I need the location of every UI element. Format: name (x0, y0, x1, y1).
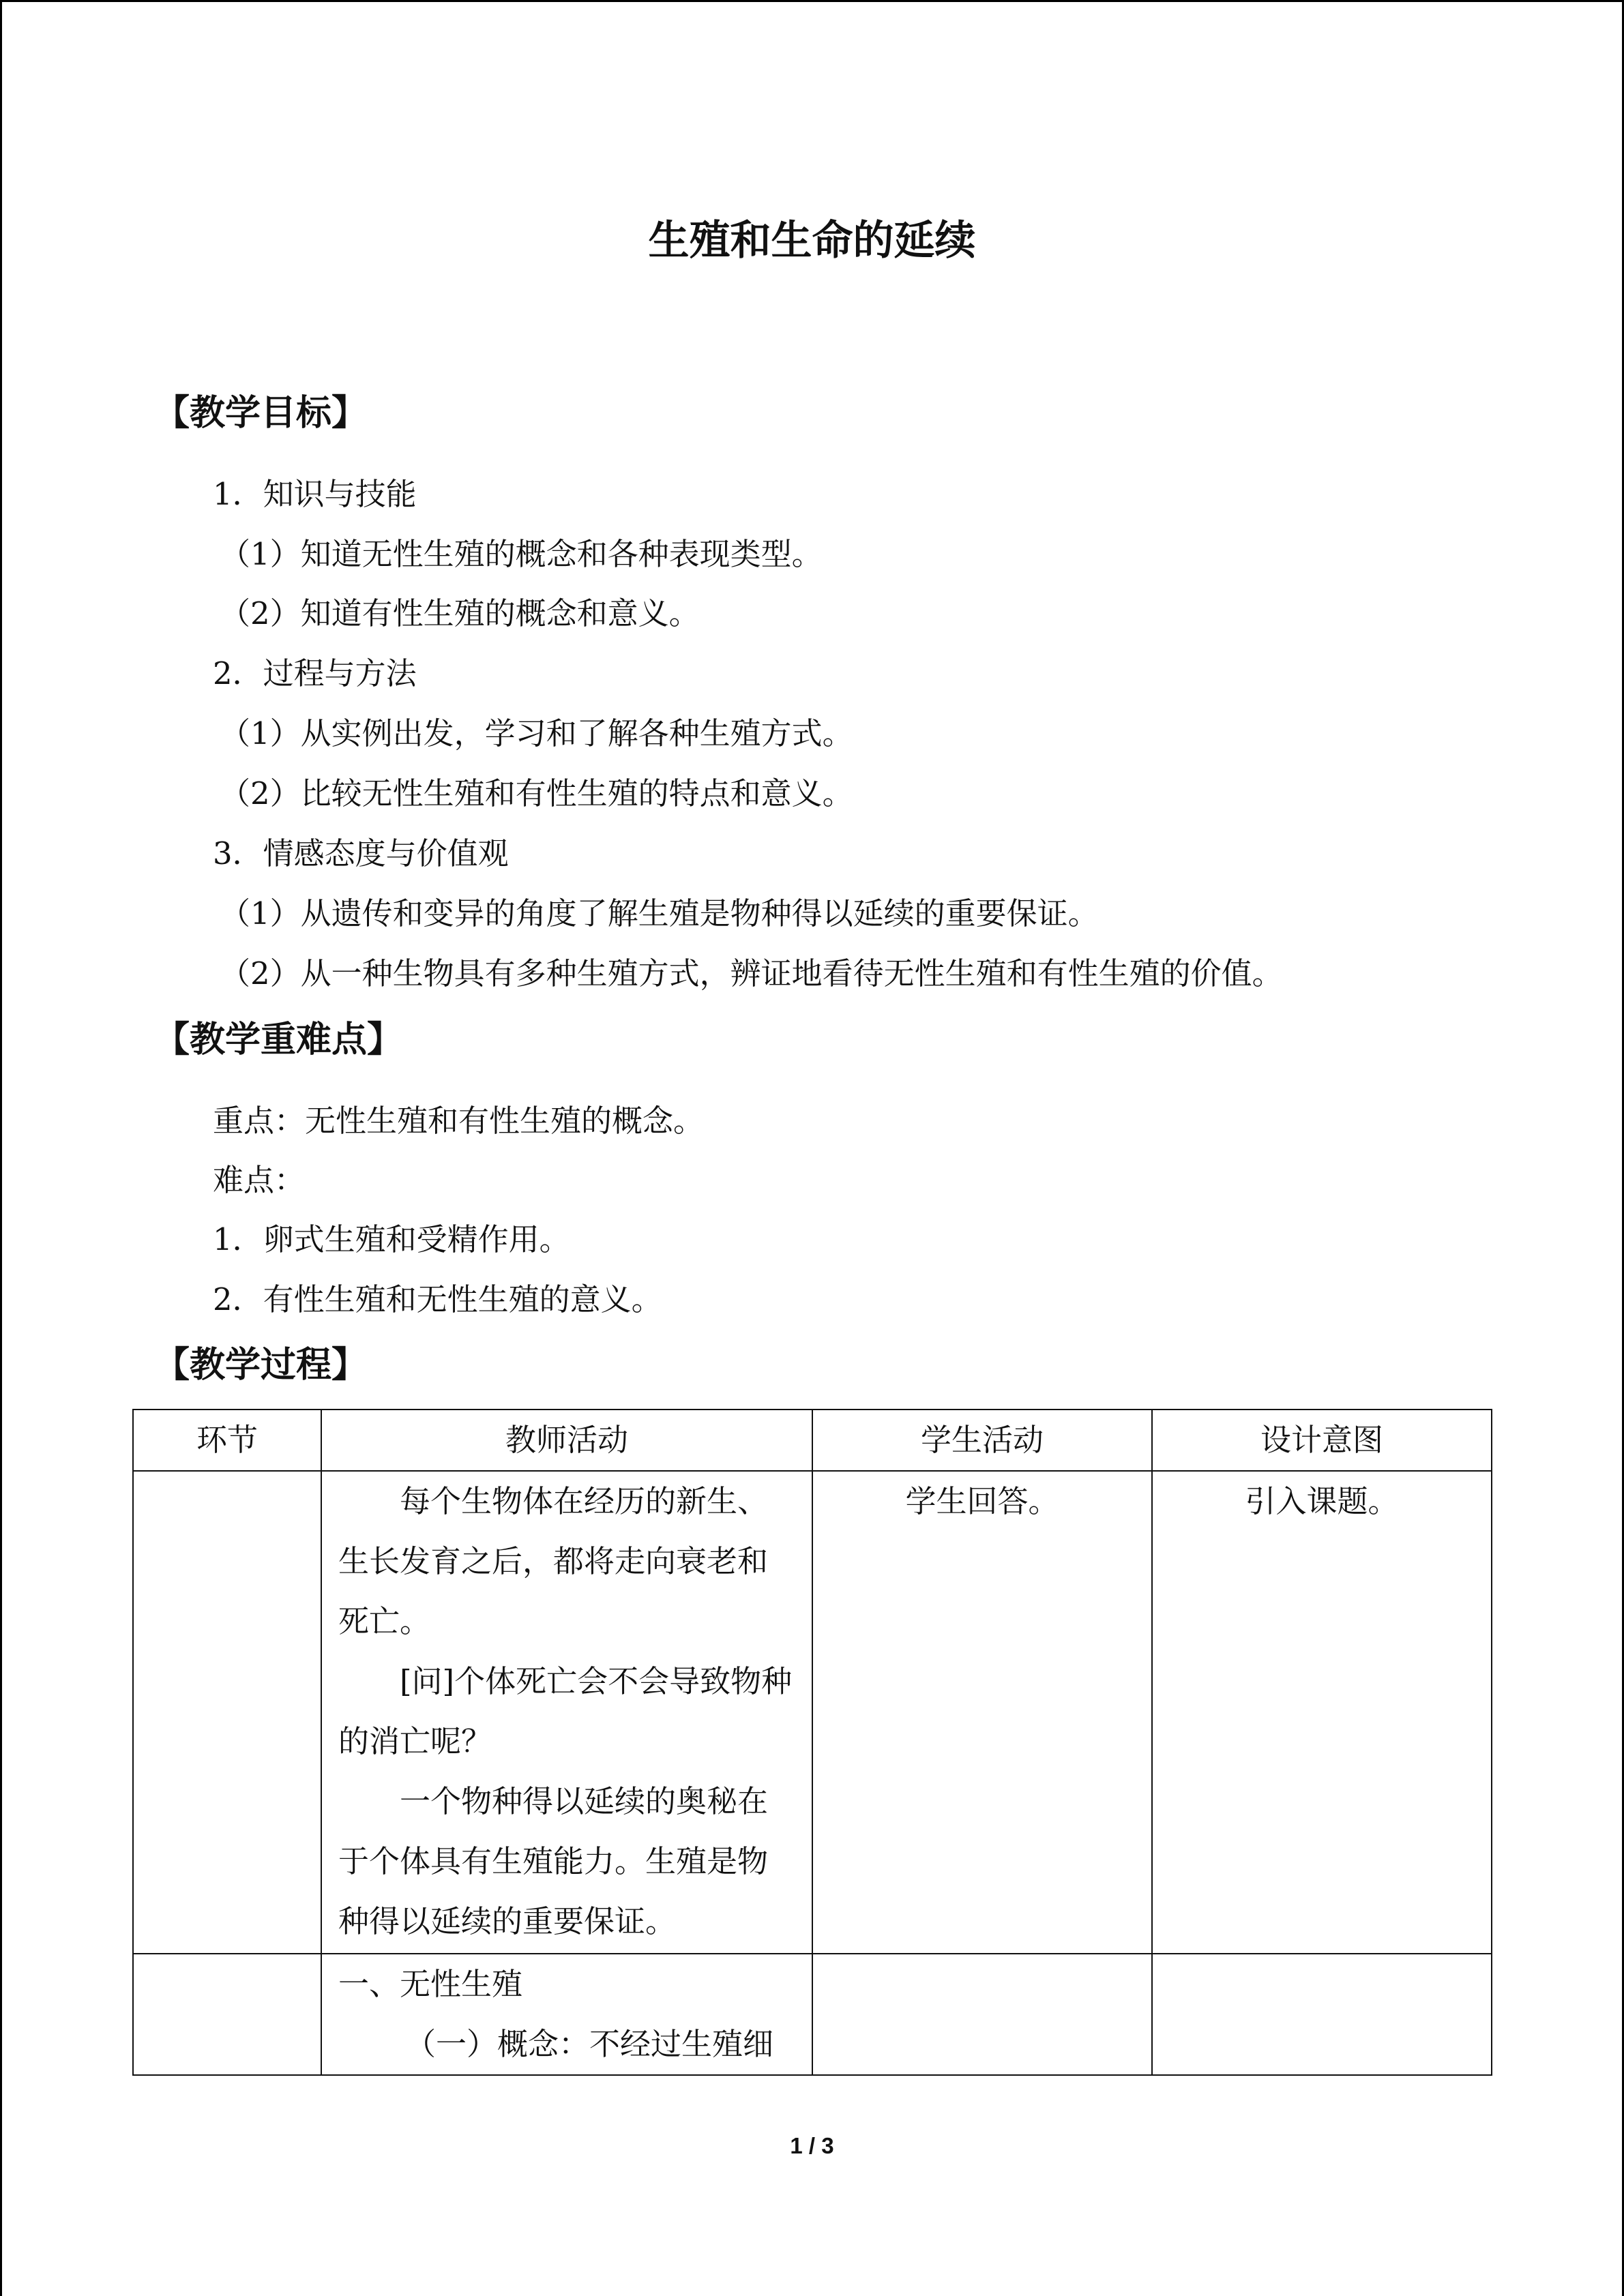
column-header: 教师活动 (321, 1410, 812, 1471)
teacher-activity-cell (321, 1954, 812, 2075)
process-heading: 【教学过程】 (154, 1345, 368, 1386)
objectives-heading: 【教学目标】 (154, 393, 368, 434)
objective-line: 1．知识与技能 (213, 476, 417, 512)
key-point-line: 1．卵式生殖和受精作用。 (213, 1221, 570, 1257)
student-activity-cell: 学生回答。 (812, 1471, 1152, 1954)
objective-line: （2）知道有性生殖的概念和意义。 (220, 595, 700, 631)
objective-line: （2）从一种生物具有多种生殖方式，辨证地看待无性生殖和有性生殖的价值。 (220, 955, 1283, 992)
key-point-line: 重点：无性生殖和有性生殖的概念。 (213, 1103, 705, 1139)
table-header-row (133, 1410, 1492, 1471)
teacher-paragraph: 一个物种得以延续的奥秘在于个体具有生殖能力。生殖是物种得以延续的重要保证。 (338, 1783, 769, 1939)
objective-line: （1）知道无性生殖的概念和各种表现类型。 (220, 536, 823, 572)
design-intent-cell: 引入课题。 (1152, 1471, 1492, 1954)
objective-line: （1）从实例出发，学习和了解各种生殖方式。 (220, 715, 853, 751)
column-header: 设计意图 (1152, 1410, 1492, 1471)
objective-line: 3．情感态度与价值观 (213, 835, 509, 871)
teacher-paragraph: 每个生物体在经历的新生、生长发育之后，都将走向衰老和死亡。 (338, 1483, 769, 1639)
section-subtitle: （一）概念：不经过生殖细 (405, 2026, 774, 2062)
process-table (132, 1409, 1492, 2076)
key-point-line: 难点： (213, 1162, 306, 1198)
teacher-paragraph: [问]个体死亡会不会导致物种的消亡呢？ (338, 1663, 793, 1759)
page-border-top (0, 0, 1624, 2)
column-header: 学生活动 (812, 1410, 1152, 1471)
table-row (133, 1954, 1492, 2075)
key-point-line: 2．有性生殖和无性生殖的意义。 (213, 1281, 662, 1317)
page-title: 生殖和生命的延续 (648, 217, 976, 265)
column-header: 环节 (133, 1410, 321, 1471)
stage-cell (133, 1471, 321, 1954)
objective-line: （2）比较无性生殖和有性生殖的特点和意义。 (220, 775, 853, 811)
key-points-heading: 【教学重难点】 (154, 1019, 403, 1060)
stage-cell (133, 1954, 321, 2075)
objective-line: 2．过程与方法 (213, 655, 417, 691)
objective-line: （1）从遗传和变异的角度了解生殖是物种得以延续的重要保证。 (220, 895, 1099, 931)
section-title: 一、无性生殖 (338, 1966, 523, 2002)
student-activity-cell (812, 1954, 1152, 2075)
table-row (133, 1471, 1492, 1954)
page-number: 1 / 3 (790, 2133, 834, 2158)
teacher-activity-cell (321, 1471, 812, 1954)
page-border-left (0, 0, 2, 2296)
design-intent-cell (1152, 1954, 1492, 2075)
